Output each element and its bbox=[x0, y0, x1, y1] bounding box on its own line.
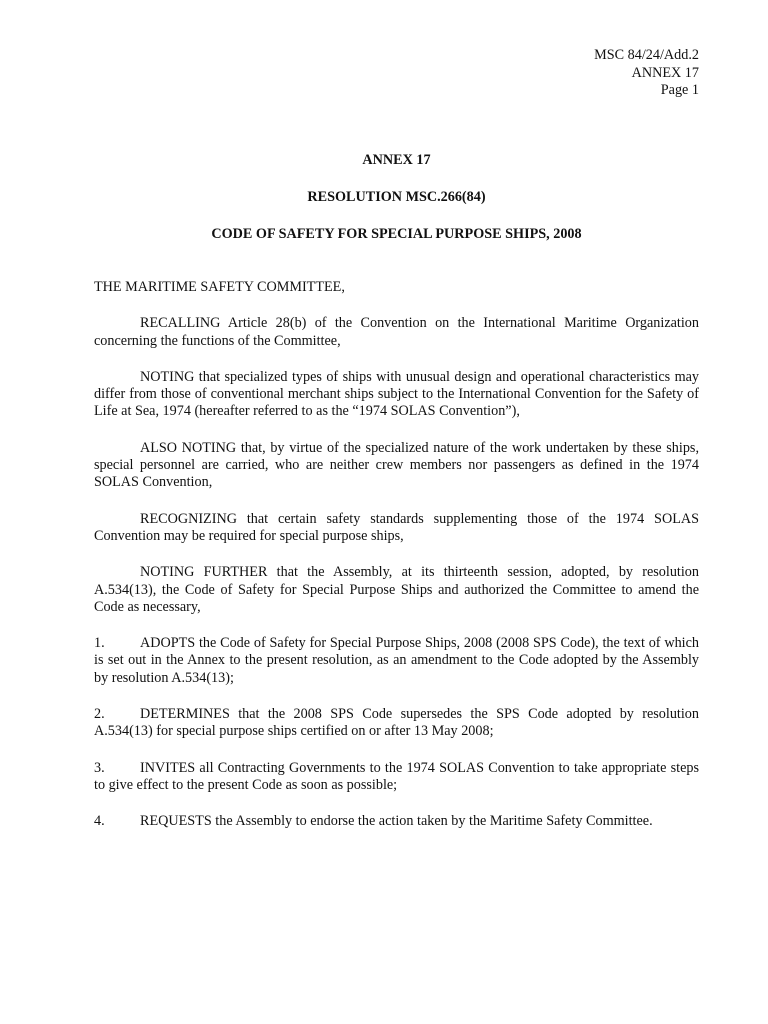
recalling-paragraph: RECALLING Article 28(b) of the Convention on the International Maritime Organization concerning the functions of the Committee, bbox=[94, 315, 699, 349]
page-header bbox=[594, 47, 699, 100]
operative-text: INVITES all Contracting Governments to the 1974 SOLAS Convention to take appropriate steps to give effect to the present Code as soon as possible; bbox=[94, 759, 699, 793]
annex-reference: ANNEX 17 bbox=[631, 64, 699, 81]
operative-paragraph-4 bbox=[94, 813, 699, 830]
operative-paragraph-1 bbox=[94, 635, 699, 687]
recognizing-paragraph: RECOGNIZING that certain safety standards supplementing those of the 1974 SOLAS Convention may be required for special purpose ships, bbox=[94, 510, 699, 544]
operative-text: ADOPTS the Code of Safety for Special Purpose Ships, 2008 (2008 SPS Code), the text of which is set out in the Annex to the present resolution, as an amendment to the Code adopted by the Assembly by resolution A.534(13); bbox=[94, 635, 699, 686]
operative-paragraph-2 bbox=[94, 706, 699, 741]
operative-number: 3. bbox=[94, 759, 105, 776]
noting-further-paragraph: NOTING FURTHER that the Assembly, at its thirteenth session, adopted, by resolution A.534(13), the Code of Safety for Special Purpose Ships and authorized the Committee to amend the Code as necessary, bbox=[94, 564, 699, 615]
annex-title: ANNEX 17 bbox=[362, 152, 431, 168]
operative-number: 1. bbox=[94, 635, 105, 652]
noting-paragraph: NOTING that specialized types of ships with unusual design and operational characteristics may differ from those of conventional merchant ships subject to the International Convention for the Safety of Life at Sea, 1974 (hereafter referred to as the “1974 SOLAS Convention”), bbox=[94, 368, 699, 420]
resolution-body bbox=[94, 279, 699, 850]
code-title: CODE OF SAFETY FOR SPECIAL PURPOSE SHIPS, 2008 bbox=[211, 226, 582, 242]
committee-heading: THE MARITIME SAFETY COMMITTEE, bbox=[94, 279, 345, 295]
operative-paragraph-3 bbox=[94, 760, 699, 795]
resolution-title: RESOLUTION MSC.266(84) bbox=[307, 189, 486, 205]
also-noting-paragraph: ALSO NOTING that, by virtue of the specialized nature of the work undertaken by these ships, special personnel are carried, who are neither crew members nor passengers as defined in the 1974 SOLAS Convention, bbox=[94, 439, 699, 491]
document-reference: MSC 84/24/Add.2 bbox=[594, 47, 699, 63]
title-block bbox=[94, 152, 699, 263]
operative-text: DETERMINES that the 2008 SPS Code supersedes the SPS Code adopted by resolution A.534(13) for special purpose ships certified on or after 13 May 2008; bbox=[94, 706, 699, 740]
page-number: Page 1 bbox=[660, 82, 699, 98]
operative-number: 4. bbox=[94, 813, 105, 830]
document-page bbox=[94, 0, 699, 1024]
operative-number: 2. bbox=[94, 706, 105, 723]
operative-text: REQUESTS the Assembly to endorse the action taken by the Maritime Safety Committee. bbox=[140, 813, 653, 830]
